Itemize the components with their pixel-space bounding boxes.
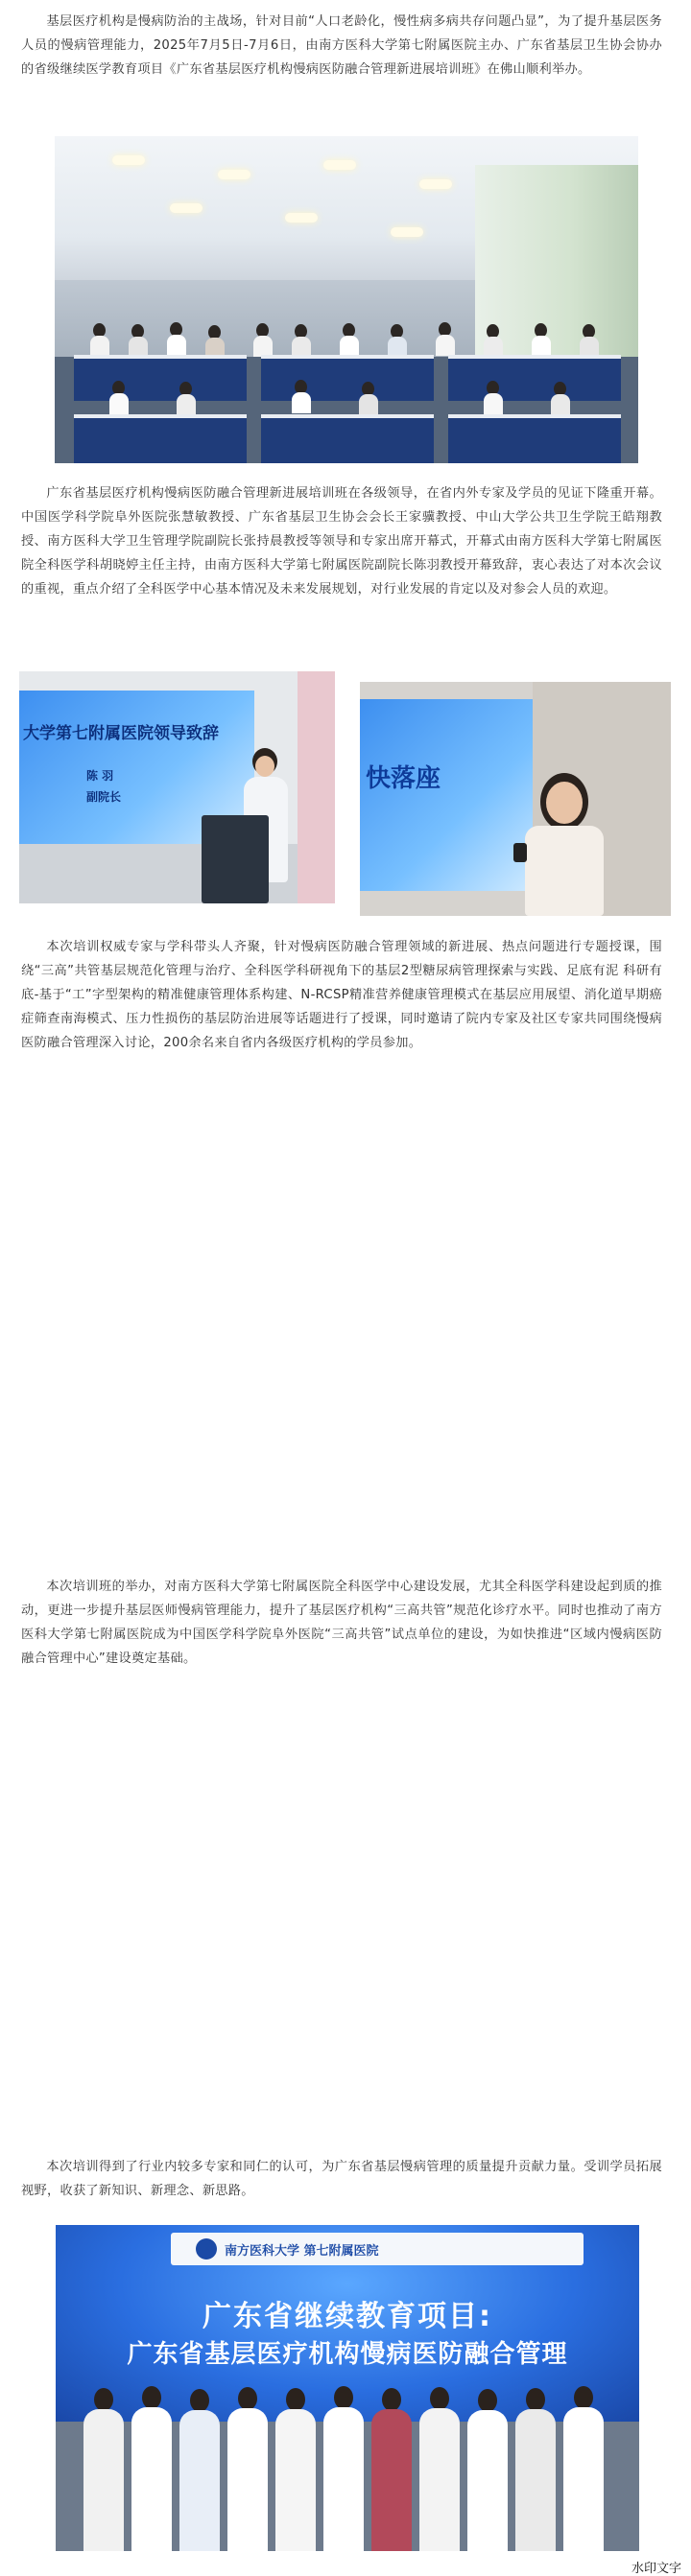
speaker-screen-text: 大学第七附属医院领导致辞 [23,724,219,743]
watermark-text: 水印文字 [630,2558,683,2576]
opening-ceremony-paragraph: 广东省基层医疗机构慢病医防融合管理新进展培训班在各级领导，在省内外专家及学员的见证下隆重开幕。中国医学科学院阜外医院张慧敏教授、广东省基层卫生协会会长王家骥教授、中山大学公共卫生学院王皓翔教授、南方医科大学卫生管理学院副院长张持晨教授等领导和专家出席开幕式，开幕式由南方医科大学第七附属医院全科医学科胡晓婷主任主持，由南方医科大学第七附属医院副院长陈羽教授开幕致辞，衷心表达了对本次会议的重视，重点介绍了全科医学中心基本情况及未来发展规划，对行业发展的肯定以及对参会人员的欢迎。 [21,486,662,597]
hospital-logo-text: 南方医科大学 第七附属医院 [225,2244,379,2259]
image-placeholder [0,1688,691,2148]
hospital-logo-icon [196,2238,217,2260]
banner-title: 广东省继续教育项目: [203,2300,492,2333]
conference-hall-photo [55,136,638,463]
lecturer-photo [360,682,671,916]
intro-paragraph: 基层医疗机构是慢病防治的主战场，针对目前“人口老龄化，慢性病多病共存问题凸显”，为了提升基层医务人员的慢病管理能力，2025年7月5日-7月6日，由南方医科大学第七附属医院主办、广东省基层卫生协会协办的省级继续医学教育项目《广东省基层医疗机构慢病医防融合管理新进展培训班》在佛山顺利举办。 [21,14,662,77]
banner-subtitle: 广东省基层医疗机构慢病医防融合管理 [127,2340,568,2369]
significance-paragraph: 本次培训班的举办，对南方医科大学第七附属医院全科医学中心建设发展，尤其全科医学科建设起到质的推动，更进一步提升基层医师慢病管理能力，提升了基层医疗机构“三高共管”规范化诊疗水平。同时也推动了南方医科大学第七附属医院成为中国医学科学院阜外医院“三高共管”试点单位的建设，为如快推进“区域内慢病医防融合管理中心”建设奠定基础。 [21,1580,662,1666]
image-placeholder [0,1112,691,1573]
training-topics-paragraph: 本次培训权威专家与学科带头人齐聚，针对慢病医防融合管理领域的新进展、热点问题进行专题授课，围绕“三高”共管基层规范化管理与治疗、全科医学科研视角下的基层2型糖尿病管理探索与实践、足底有泥 科研有底-基于“工”字型架构的精准健康管理体系构建、N-RCSP精准营养健康管理模式在基层应用展望、消化道早期癌症筛查南海模式、压力性损伤的基层防治进展等话题进行了授课，同时邀请了院内专家及社区专家共同围绕慢病医防融合管理深入讨论，200余名来自省内各级医疗机构的学员参加。 [21,940,662,1050]
conclusion-paragraph: 本次培训得到了行业内较多专家和同仁的认可，为广东省基层慢病管理的质量提升贡献力量。受训学员拓展视野，收获了新知识、新理念、新思路。 [21,2160,662,2198]
speaker-title-text: 副院长 [86,790,122,804]
speaker-podium-photo [19,671,335,903]
group-photo [56,2225,639,2551]
lecturer-screen-text: 快落座 [366,764,441,793]
speaker-name-text: 陈 羽 [86,769,114,783]
